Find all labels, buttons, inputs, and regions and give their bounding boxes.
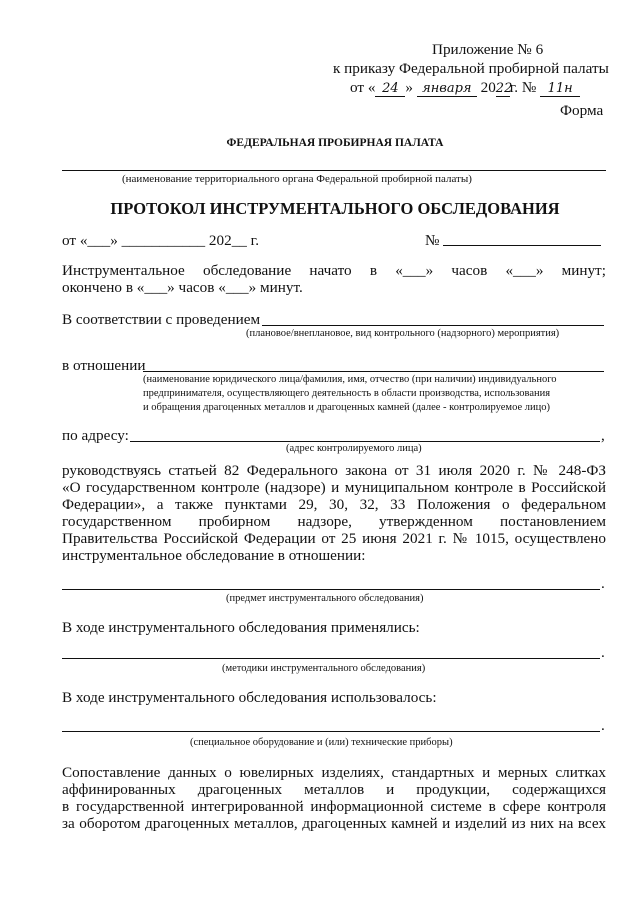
appendix-label: Приложение № 6: [432, 41, 544, 58]
methods-label: В ходе инструментального обследования применялись:: [62, 619, 420, 636]
regarding-caption-3: и обращения драгоценных металлов и драгоценных камней (далее - контролируемое лицо): [143, 402, 550, 413]
date-month: января: [417, 81, 477, 97]
date-prefix: от «: [350, 79, 376, 96]
equipment-caption: (специальное оборудование и (или) технические приборы): [190, 737, 453, 748]
methods-line: [62, 658, 600, 659]
methods-period: .: [601, 644, 605, 661]
address-comma: ,: [601, 427, 605, 444]
order-number: 11н: [540, 81, 580, 97]
comparison-line: Сопоставление данных о ювелирных изделиях, стандартных и мерных слитках: [62, 764, 606, 781]
address-line: [130, 441, 600, 442]
comparison-line: аффинированных драгоценных металлов и продукции, содержащихся: [62, 781, 606, 798]
form-label: Форма: [560, 102, 604, 119]
address-label: по адресу:: [62, 427, 129, 444]
subject-period: .: [601, 575, 605, 592]
date-year-prefix: 20: [480, 79, 496, 96]
comparison-text: [62, 764, 606, 832]
date-mid: »: [405, 79, 414, 96]
order-reference: к приказу Федеральной пробирной палаты: [333, 60, 609, 77]
address-caption: (адрес контролируемого лица): [286, 443, 422, 454]
equipment-label: В ходе инструментального обследования использовалось:: [62, 689, 437, 706]
legal-text: [62, 462, 606, 564]
accordance-line: [262, 325, 604, 326]
date-year: 22: [495, 81, 513, 96]
timing-line-2: окончено в «___» часов «___» минут.: [62, 279, 303, 296]
equipment-line: [62, 731, 600, 732]
legal-text-line: руководствуясь статьей 82 Федерального закона от 31 июля 2020 г. № 248-ФЗ: [62, 462, 606, 479]
date-year-suffix: г. №: [509, 79, 537, 96]
territorial-organ-caption: (наименование территориального органа Федеральной пробирной палаты): [122, 173, 472, 185]
accordance-label: В соответствии с проведением: [62, 311, 261, 328]
accordance-caption: (плановое/внеплановое, вид контрольного (надзорного) мероприятия): [246, 328, 560, 339]
territorial-organ-line: [62, 170, 606, 171]
legal-text-line: государственном пробирном надзоре, утвержденном постановлением: [62, 513, 606, 530]
protocol-number-label: №: [425, 232, 440, 249]
subject-line: [62, 589, 600, 590]
legal-text-line: инструментальное обследование в отношении:: [62, 547, 366, 564]
subject-caption: (предмет инструментального обследования): [226, 593, 424, 604]
timing-line-1: Инструментальное обследование начато в «___» часов «___» минут;: [62, 262, 606, 279]
regarding-line: [143, 371, 604, 372]
order-date-line: [350, 79, 580, 97]
org-name: ФЕДЕРАЛЬНАЯ ПРОБИРНАЯ ПАЛАТА: [226, 137, 444, 149]
regarding-caption-2: предпринимателя, осуществляющего деятельность в области производства, использования: [143, 388, 551, 399]
comparison-line: в государственной интегрированной информационной системе в сфере контроля: [62, 798, 606, 815]
legal-text-line: Правительства Российской Федерации от 25 июня 2021 г. № 1015, осуществлено: [62, 530, 606, 547]
equipment-period: .: [601, 717, 605, 734]
methods-caption: (методики инструментального обследования): [222, 663, 426, 674]
legal-text-line: Федерации», а также пунктами 29, 30, 32, 33 Положения о федеральном: [62, 496, 606, 513]
regarding-caption-1: (наименование юридического лица/фамилия, имя, отчество (при наличии) индивидуального: [143, 374, 557, 385]
comparison-line: за оборотом драгоценных металлов, драгоценных камней и изделий из них на всех: [62, 815, 606, 832]
regarding-label: в отношении: [62, 357, 146, 374]
date-day: 24: [375, 81, 405, 97]
protocol-date: от «___» ___________ 202__ г.: [62, 232, 259, 249]
legal-text-line: «О государственном контроле (надзоре) и муниципальном контроле в Российской: [62, 479, 606, 496]
document-title: ПРОТОКОЛ ИНСТРУМЕНТАЛЬНОГО ОБСЛЕДОВАНИЯ: [110, 199, 560, 218]
protocol-number-line: [443, 245, 601, 246]
